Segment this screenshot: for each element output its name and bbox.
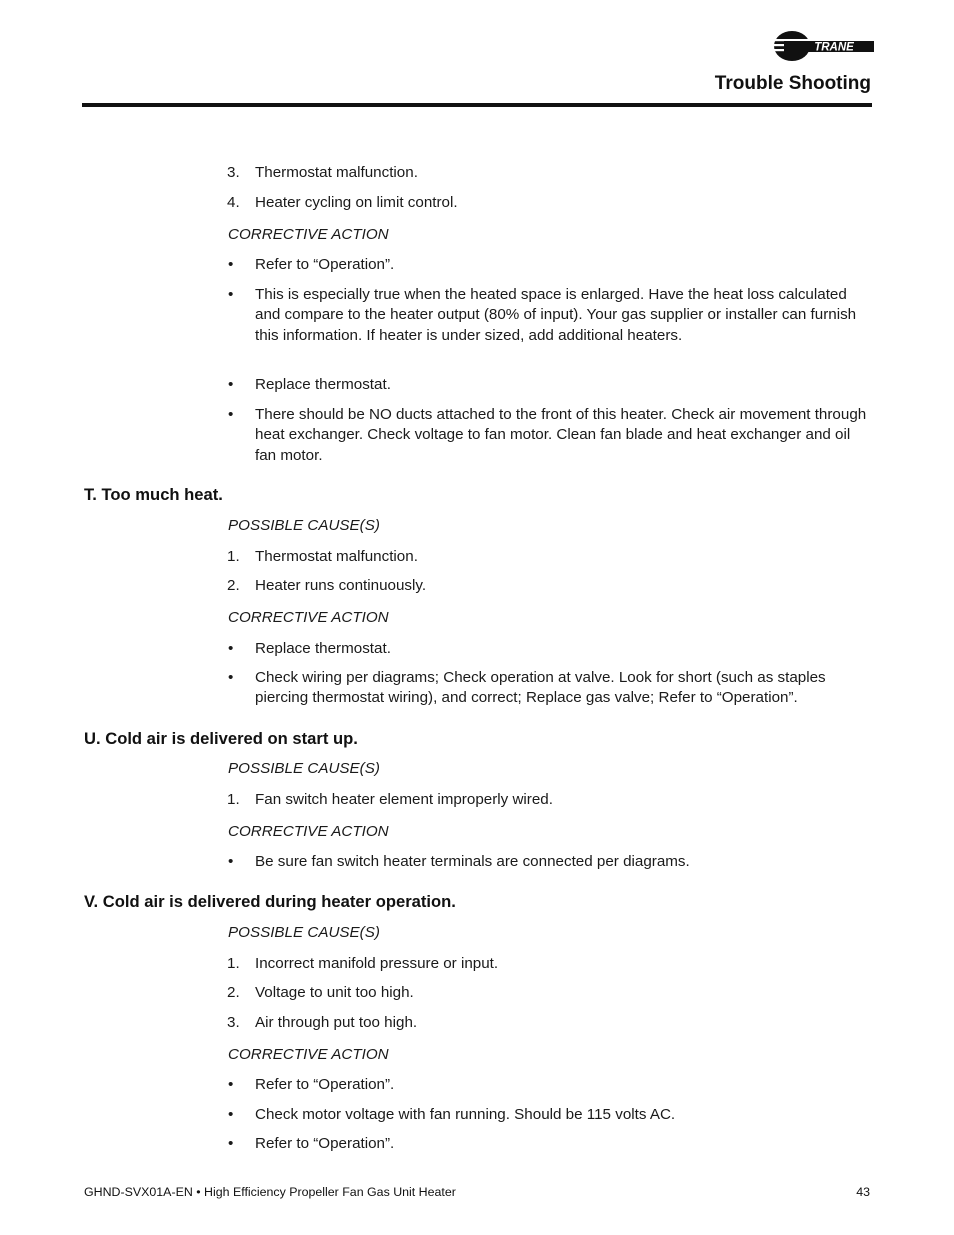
possible-causes-label: POSSIBLE CAUSE(S) xyxy=(228,760,380,777)
footer-doc-id: GHND-SVX01A-EN xyxy=(84,1185,193,1199)
corrective-action-label: CORRECTIVE ACTION xyxy=(228,823,389,840)
section-heading: U. Cold air is delivered on start up. xyxy=(84,729,358,748)
header-rule xyxy=(82,103,872,107)
section-heading: T. Too much heat. xyxy=(84,485,223,504)
possible-causes-label: POSSIBLE CAUSE(S) xyxy=(228,924,380,941)
footer-doc-title: High Efficiency Propeller Fan Gas Unit Heater xyxy=(204,1185,456,1199)
page-number: 43 xyxy=(856,1185,870,1199)
footer-doc-info xyxy=(84,1185,456,1199)
corrective-action-label: CORRECTIVE ACTION xyxy=(228,1046,389,1063)
brand-text: TRANE xyxy=(814,41,854,54)
page-section-title: Trouble Shooting xyxy=(714,73,871,94)
section-heading: V. Cold air is delivered during heater operation. xyxy=(84,892,456,911)
corrective-action-label: CORRECTIVE ACTION xyxy=(228,609,389,626)
possible-causes-label: POSSIBLE CAUSE(S) xyxy=(228,517,380,534)
footer-separator: • xyxy=(196,1185,201,1199)
corrective-action-label: CORRECTIVE ACTION xyxy=(228,226,389,243)
trane-logo-icon xyxy=(772,28,874,64)
